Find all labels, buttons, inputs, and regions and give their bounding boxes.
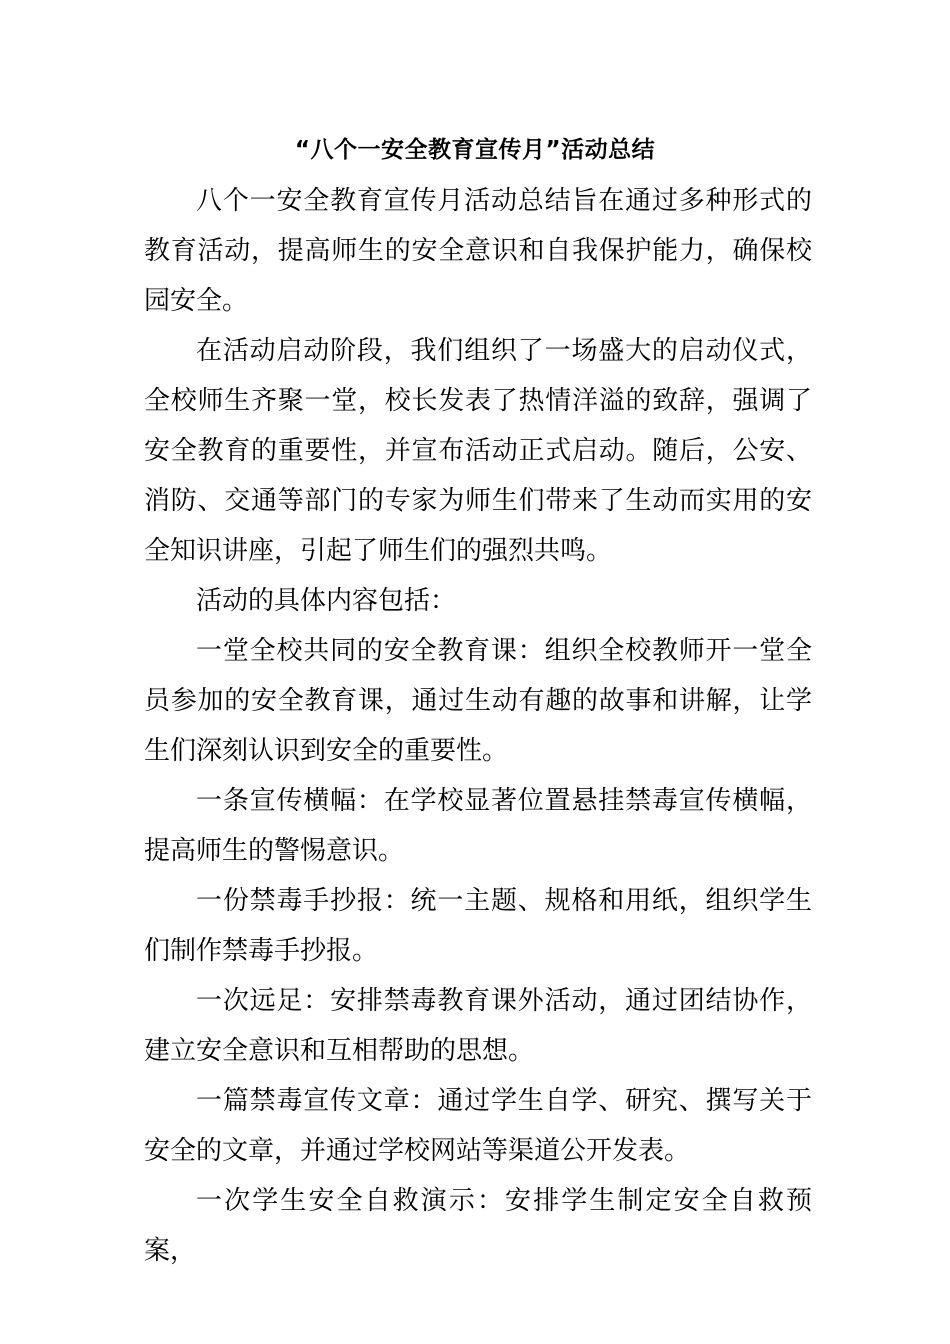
paragraph-banner: 一条宣传横幅：在学校显著位置悬挂禁毒宣传横幅，提高师生的警惕意识。	[144, 786, 812, 866]
paragraph-article: 一篇禁毒宣传文章：通过学生自学、研究、撰写关于安全的文章，并通过学校网站等渠道公开发表。	[144, 1086, 812, 1166]
paragraph-intro: 八个一安全教育宣传月活动总结旨在通过多种形式的教育活动，提高师生的安全意识和自我保护能力，确保校园安全。	[144, 186, 812, 316]
paragraph-handwritten-newspaper: 一份禁毒手抄报：统一主题、规格和用纸，组织学生们制作禁毒手抄报。	[144, 886, 812, 966]
paragraph-safety-class: 一堂全校共同的安全教育课：组织全校教师开一堂全员参加的安全教育课，通过生动有趣的故事和讲解，让学生们深刻认识到安全的重要性。	[144, 636, 812, 766]
paragraph-hike: 一次远足：安排禁毒教育课外活动，通过团结协作，建立安全意识和互相帮助的思想。	[144, 986, 812, 1066]
document-title: “八个一安全教育宣传月”活动总结	[294, 137, 656, 163]
paragraph-launch: 在活动启动阶段，我们组织了一场盛大的启动仪式，全校师生齐聚一堂，校长发表了热情洋溢的致辞，强调了安全教育的重要性，并宣布活动正式启动。随后，公安、消防、交通等部门的专家为师生们带来了生动而实用的安全知识讲座，引起了师生们的强烈共鸣。	[144, 336, 812, 566]
paragraph-self-rescue-drill: 一次学生安全自救演示：安排学生制定安全自救预案，	[144, 1186, 812, 1266]
paragraph-content-heading: 活动的具体内容包括：	[196, 586, 457, 616]
document-body	[144, 176, 812, 1276]
